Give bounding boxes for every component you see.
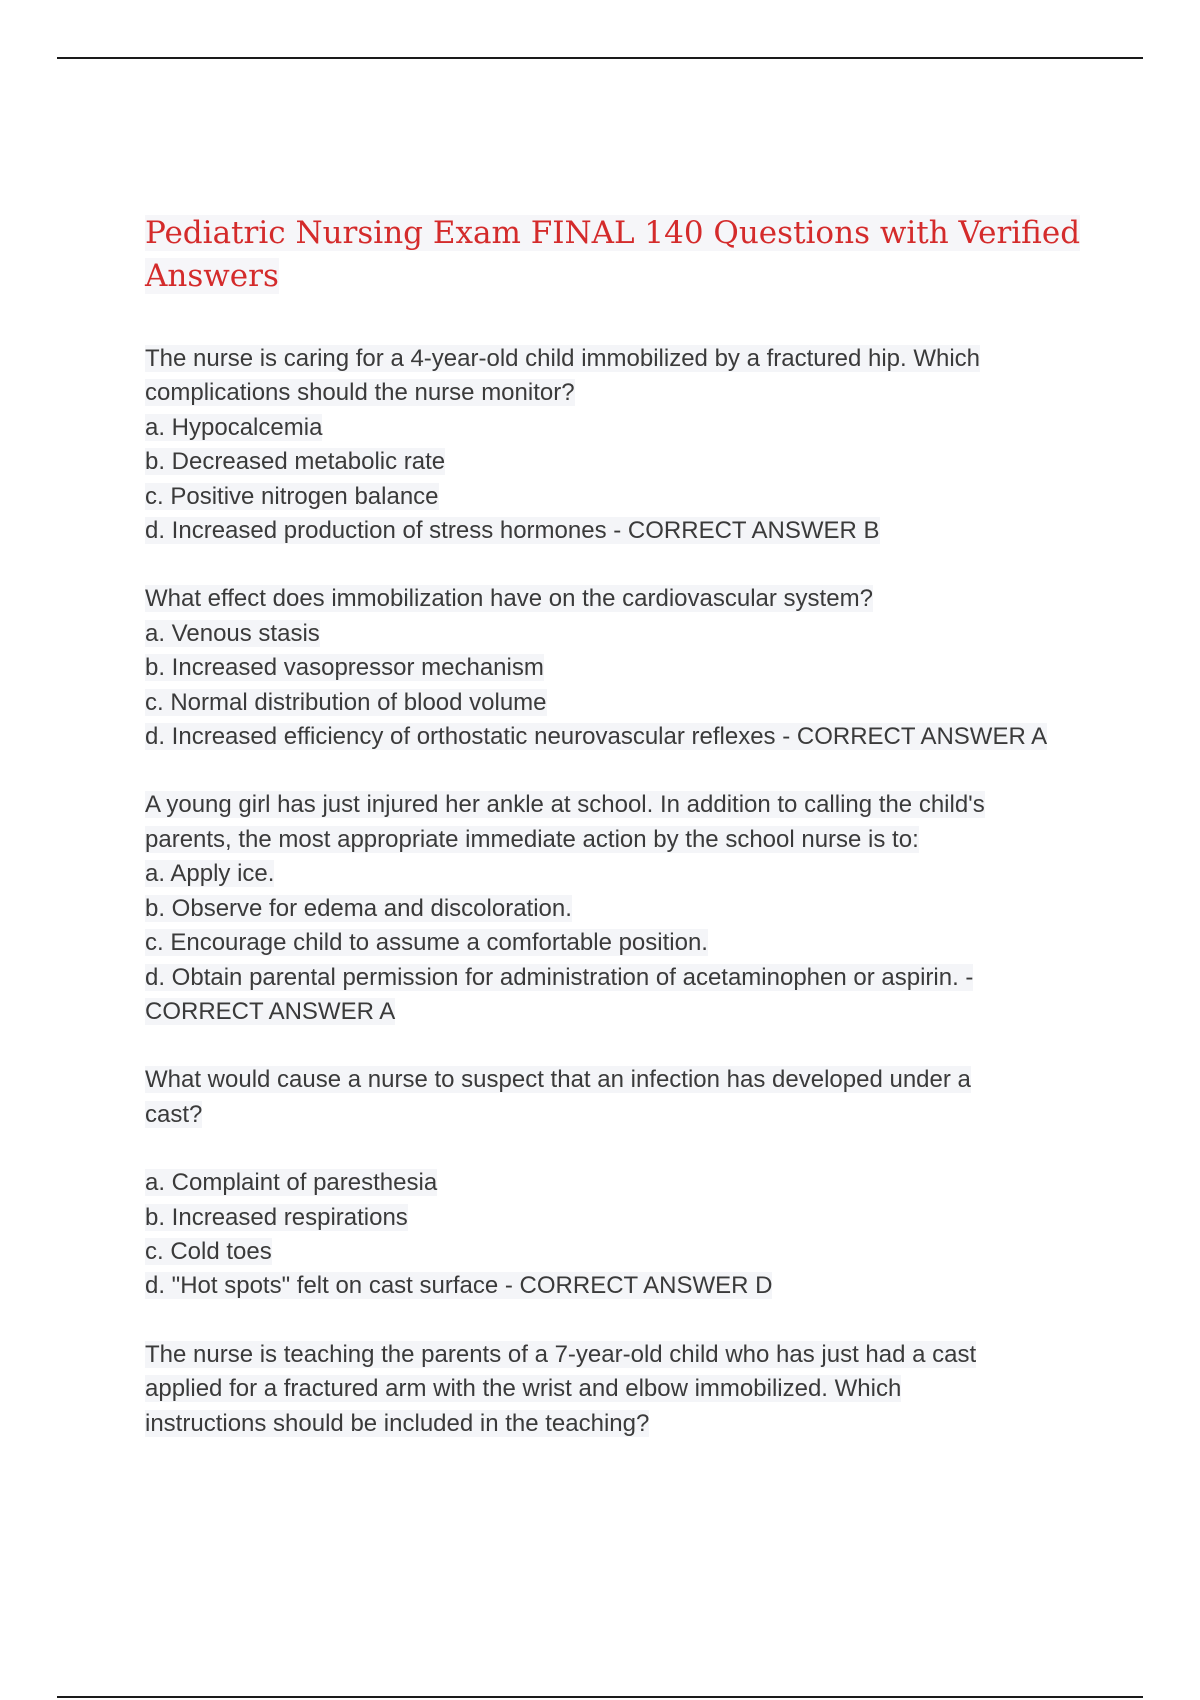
question-stem-line: What would cause a nurse to suspect that an infection has developed under a xyxy=(145,1066,971,1094)
answer-option: a. Complaint of paresthesia xyxy=(145,1169,438,1197)
blank-line xyxy=(145,1132,1085,1166)
question-stem-line: What effect does immobilization have on the cardiovascular system? xyxy=(145,585,873,613)
answer-option: d. Obtain parental permission for administration of acetaminophen or aspirin. - xyxy=(145,963,974,991)
question-5 xyxy=(145,1338,1085,1441)
question-2 xyxy=(145,582,1085,754)
answer-option: d. "Hot spots" felt on cast surface - CORRECT ANSWER D xyxy=(145,1272,773,1300)
question-stem-line: complications should the nurse monitor? xyxy=(145,379,575,407)
question-4 xyxy=(145,1063,1085,1303)
answer-option: d. Increased production of stress hormones - CORRECT ANSWER B xyxy=(145,517,880,545)
question-1 xyxy=(145,342,1085,548)
question-stem-line: cast? xyxy=(145,1100,203,1128)
answer-option: CORRECT ANSWER A xyxy=(145,997,396,1025)
answer-option: b. Increased respirations xyxy=(145,1203,408,1231)
answer-option: b. Increased vasopressor mechanism xyxy=(145,654,544,682)
answer-option: d. Increased efficiency of orthostatic neurovascular reflexes - CORRECT ANSWER A xyxy=(145,723,1048,751)
question-3 xyxy=(145,788,1085,1029)
document-body xyxy=(145,212,1085,1475)
answer-option: b. Observe for edema and discoloration. xyxy=(145,894,572,922)
answer-option: b. Decreased metabolic rate xyxy=(145,448,446,476)
answer-option: a. Apply ice. xyxy=(145,860,275,888)
question-stem-line: A young girl has just injured her ankle at school. In addition to calling the child's xyxy=(145,791,985,819)
answer-option: c. Cold toes xyxy=(145,1237,272,1265)
top-rule xyxy=(57,57,1143,59)
bottom-rule xyxy=(57,1696,1143,1698)
answer-option: c. Positive nitrogen balance xyxy=(145,482,439,510)
answer-option: a. Hypocalcemia xyxy=(145,413,323,441)
question-stem-line: The nurse is caring for a 4-year-old child immobilized by a fractured hip. Which xyxy=(145,345,981,372)
answer-option: c. Encourage child to assume a comfortable position. xyxy=(145,929,708,957)
answer-option: c. Normal distribution of blood volume xyxy=(145,688,547,716)
question-stem-line: applied for a fractured arm with the wrist and elbow immobilized. Which xyxy=(145,1375,902,1403)
document-title: Pediatric Nursing Exam FINAL 140 Questions with Verified Answers xyxy=(145,215,1081,294)
question-stem-line: The nurse is teaching the parents of a 7-year-old child who has just had a cast xyxy=(145,1340,977,1368)
answer-option: a. Venous stasis xyxy=(145,619,320,647)
question-stem-line: instructions should be included in the teaching? xyxy=(145,1409,650,1437)
question-stem-line: parents, the most appropriate immediate action by the school nurse is to: xyxy=(145,825,919,853)
